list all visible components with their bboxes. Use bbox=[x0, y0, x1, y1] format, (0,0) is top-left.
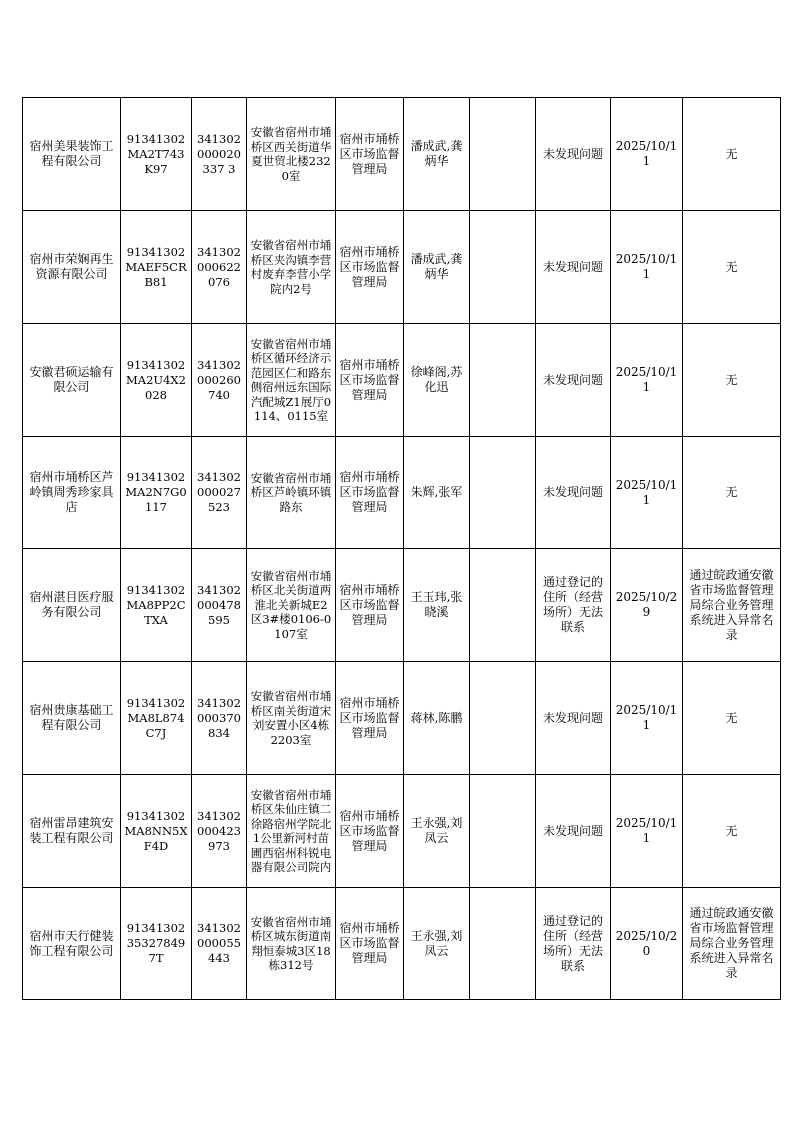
inspection-result: 未发现问题 bbox=[542, 146, 603, 161]
address-cell bbox=[247, 211, 336, 324]
authority-cell bbox=[336, 437, 404, 549]
inspection-result: 通过登记的住所（经营场所）无法联系 bbox=[542, 913, 603, 973]
registration-number-cell bbox=[192, 888, 247, 1000]
registration-number-cell bbox=[192, 98, 247, 211]
table-row bbox=[23, 437, 781, 549]
inspection-result: 未发现问题 bbox=[542, 372, 603, 387]
handling-measure: 无 bbox=[725, 146, 738, 161]
inspectors: 王永强,刘凤云 bbox=[410, 928, 463, 958]
handling-measure-cell bbox=[683, 775, 781, 888]
registration-number: 341302000622076 bbox=[197, 244, 241, 289]
inspection-result-cell bbox=[536, 437, 611, 549]
company-name: 宿州雷昂建筑安装工程有限公司 bbox=[29, 816, 114, 845]
handling-measure-cell bbox=[683, 211, 781, 324]
credit-code: 91341302MA2N7G0117 bbox=[125, 470, 187, 514]
company-name: 宿州市天行健装饰工程有限公司 bbox=[29, 928, 114, 958]
inspectors-cell bbox=[404, 211, 470, 324]
address-cell bbox=[247, 775, 336, 888]
blank-cell-cell bbox=[470, 549, 536, 662]
company-name: 安徽君硕运输有限公司 bbox=[29, 365, 114, 394]
inspection-date: 2025/10/29 bbox=[615, 590, 678, 619]
address: 安徽省宿州市埇桥区北关街道两淮北关新城E2区3#楼0106-0107室 bbox=[250, 568, 332, 641]
credit-code: 91341302MA8PP2CTXA bbox=[126, 582, 186, 627]
inspection-result: 未发现问题 bbox=[542, 710, 603, 725]
authority: 宿州市埇桥区市场监督管理局 bbox=[339, 470, 400, 514]
handling-measure-cell bbox=[683, 549, 781, 662]
table-row bbox=[23, 549, 781, 662]
inspectors: 潘成武,龚炳华 bbox=[410, 252, 463, 281]
address-cell bbox=[247, 549, 336, 662]
handling-measure-cell bbox=[683, 888, 781, 1000]
authority-cell bbox=[336, 549, 404, 662]
authority-cell bbox=[336, 324, 404, 437]
inspectors: 徐峰阁,苏化迅 bbox=[410, 365, 463, 394]
authority-cell bbox=[336, 888, 404, 1000]
table-body bbox=[23, 98, 781, 1000]
inspectors-cell bbox=[404, 437, 470, 549]
credit-code-cell bbox=[121, 549, 192, 662]
inspection-date: 2025/10/11 bbox=[615, 252, 678, 281]
handling-measure: 无 bbox=[725, 259, 738, 274]
credit-code-cell bbox=[121, 775, 192, 888]
inspection-result-cell bbox=[536, 549, 611, 662]
inspectors: 蒋林,陈鹏 bbox=[410, 710, 463, 725]
inspection-result-cell bbox=[536, 662, 611, 775]
inspection-result-cell bbox=[536, 888, 611, 1000]
authority: 宿州市埇桥区市场监督管理局 bbox=[339, 244, 400, 289]
registration-number: 341302000027523 bbox=[197, 470, 241, 514]
table-row bbox=[23, 324, 781, 437]
registration-number: 341302000423973 bbox=[197, 808, 241, 853]
inspection-date: 2025/10/11 bbox=[615, 365, 678, 394]
company-name: 宿州市埇桥区芦岭镇周秀珍家具店 bbox=[29, 470, 114, 514]
registration-number-cell bbox=[192, 324, 247, 437]
authority: 宿州市埇桥区市场监督管理局 bbox=[339, 921, 400, 965]
inspection-date: 2025/10/11 bbox=[615, 703, 678, 732]
authority: 宿州市埇桥区市场监督管理局 bbox=[339, 808, 400, 853]
company-name-cell bbox=[23, 888, 121, 1000]
blank-cell-cell bbox=[470, 775, 536, 888]
company-name: 宿州美果装饰工程有限公司 bbox=[29, 139, 114, 168]
inspection-result: 未发现问题 bbox=[542, 823, 603, 838]
credit-code-cell bbox=[121, 98, 192, 211]
inspection-date-cell bbox=[611, 98, 683, 211]
company-name-cell bbox=[23, 662, 121, 775]
handling-measure: 无 bbox=[725, 710, 738, 725]
blank-cell-cell bbox=[470, 662, 536, 775]
inspection-result-cell bbox=[536, 211, 611, 324]
blank-cell-cell bbox=[470, 98, 536, 211]
company-name: 宿州贵康基础工程有限公司 bbox=[29, 703, 114, 732]
registration-number: 341302000055443 bbox=[197, 921, 241, 965]
inspection-result-cell bbox=[536, 324, 611, 437]
inspection-result: 通过登记的住所（经营场所）无法联系 bbox=[542, 575, 603, 634]
inspection-result-cell bbox=[536, 98, 611, 211]
authority-cell bbox=[336, 775, 404, 888]
credit-code: 91341302MAEF5CRB81 bbox=[125, 244, 187, 289]
inspectors-cell bbox=[404, 549, 470, 662]
inspectors: 朱辉,张军 bbox=[410, 485, 463, 499]
inspection-date-cell bbox=[611, 211, 683, 324]
handling-measure-cell bbox=[683, 662, 781, 775]
company-name-cell bbox=[23, 324, 121, 437]
table-row bbox=[23, 211, 781, 324]
address: 安徽省宿州市埇桥区夹沟镇李营村废弃李营小学院内2号 bbox=[250, 238, 332, 296]
address: 安徽省宿州市埇桥区南关街道宋刘安置小区4栋2203室 bbox=[250, 689, 332, 747]
credit-code-cell bbox=[121, 888, 192, 1000]
credit-code-cell bbox=[121, 437, 192, 549]
handling-measure-cell bbox=[683, 98, 781, 211]
handling-measure-cell bbox=[683, 437, 781, 549]
company-name: 宿州市荣娴再生资源有限公司 bbox=[29, 252, 114, 281]
inspection-result: 未发现问题 bbox=[542, 485, 603, 499]
inspectors: 王永强,刘凤云 bbox=[410, 816, 463, 845]
authority: 宿州市埇桥区市场监督管理局 bbox=[339, 582, 400, 627]
table-row bbox=[23, 662, 781, 775]
address: 安徽省宿州市埇桥区芦岭镇环镇路东 bbox=[250, 470, 332, 514]
handling-measure: 无 bbox=[725, 372, 738, 387]
credit-code: 91341302353278497T bbox=[126, 921, 186, 965]
registration-number: 341302000260740 bbox=[197, 357, 241, 402]
inspection-records-table bbox=[22, 97, 781, 1000]
inspectors-cell bbox=[404, 98, 470, 211]
address-cell bbox=[247, 888, 336, 1000]
company-name: 宿州湛目医疗服务有限公司 bbox=[29, 590, 114, 619]
authority-cell bbox=[336, 211, 404, 324]
address: 安徽省宿州市埇桥区朱仙庄镇二徐路宿州学院北1公里新河村苗圃西宿州科锐电器有限公司院内 bbox=[250, 787, 332, 874]
blank-cell-cell bbox=[470, 437, 536, 549]
inspection-date: 2025/10/11 bbox=[615, 139, 678, 168]
credit-code: 91341302MA8L874C7J bbox=[126, 695, 186, 740]
inspection-result-cell bbox=[536, 775, 611, 888]
registration-number-cell bbox=[192, 662, 247, 775]
address-cell bbox=[247, 662, 336, 775]
inspection-date: 2025/10/11 bbox=[615, 816, 678, 845]
authority: 宿州市埇桥区市场监督管理局 bbox=[339, 357, 400, 402]
address: 安徽省宿州市埇桥区城东街道南翔恒泰城3区18栋312号 bbox=[250, 914, 332, 972]
registration-number-cell bbox=[192, 437, 247, 549]
credit-code-cell bbox=[121, 662, 192, 775]
table-row bbox=[23, 98, 781, 211]
inspection-date-cell bbox=[611, 324, 683, 437]
credit-code: 91341302MA2U4X2028 bbox=[126, 357, 186, 402]
handling-measure: 无 bbox=[725, 823, 738, 838]
registration-number: 341302000370834 bbox=[197, 695, 241, 740]
address: 安徽省宿州市埇桥区西关街道华夏世贸北楼2320室 bbox=[250, 125, 332, 183]
registration-number-cell bbox=[192, 775, 247, 888]
handling-measure: 通过皖政通安徽省市场监督管理局综合业务管理系统进入异常名录 bbox=[689, 906, 774, 980]
table-row bbox=[23, 888, 781, 1000]
credit-code: 91341302MA2T743K97 bbox=[126, 131, 186, 176]
address-cell bbox=[247, 324, 336, 437]
inspection-date-cell bbox=[611, 662, 683, 775]
inspection-date-cell bbox=[611, 775, 683, 888]
inspectors-cell bbox=[404, 324, 470, 437]
inspection-date-cell bbox=[611, 888, 683, 1000]
inspectors: 潘成武,龚炳华 bbox=[410, 139, 463, 168]
company-name-cell bbox=[23, 211, 121, 324]
blank-cell-cell bbox=[470, 888, 536, 1000]
credit-code-cell bbox=[121, 324, 192, 437]
table-row bbox=[23, 775, 781, 888]
inspectors: 王玉玮,张晓溪 bbox=[410, 590, 463, 619]
inspection-date: 2025/10/20 bbox=[615, 928, 678, 958]
authority-cell bbox=[336, 98, 404, 211]
registration-number-cell bbox=[192, 211, 247, 324]
address: 安徽省宿州市埇桥区循环经济示范园区仁和路东侧宿州远东国际汽配城Z1展厅0114、0115室 bbox=[250, 336, 332, 423]
company-name-cell bbox=[23, 549, 121, 662]
registration-number-cell bbox=[192, 549, 247, 662]
inspection-result: 未发现问题 bbox=[542, 259, 603, 274]
blank-cell-cell bbox=[470, 211, 536, 324]
authority: 宿州市埇桥区市场监督管理局 bbox=[339, 131, 400, 176]
address-cell bbox=[247, 98, 336, 211]
credit-code-cell bbox=[121, 211, 192, 324]
inspectors-cell bbox=[404, 662, 470, 775]
handling-measure: 无 bbox=[725, 485, 738, 499]
authority-cell bbox=[336, 662, 404, 775]
inspectors-cell bbox=[404, 775, 470, 888]
inspectors-cell bbox=[404, 888, 470, 1000]
authority: 宿州市埇桥区市场监督管理局 bbox=[339, 695, 400, 740]
blank-cell-cell bbox=[470, 324, 536, 437]
inspection-date-cell bbox=[611, 549, 683, 662]
credit-code: 91341302MA8NN5XF4D bbox=[124, 808, 188, 853]
handling-measure-cell bbox=[683, 324, 781, 437]
company-name-cell bbox=[23, 98, 121, 211]
inspection-date-cell bbox=[611, 437, 683, 549]
company-name-cell bbox=[23, 437, 121, 549]
registration-number: 341302000020337 3 bbox=[197, 131, 241, 176]
company-name-cell bbox=[23, 775, 121, 888]
handling-measure: 通过皖政通安徽省市场监督管理局综合业务管理系统进入异常名录 bbox=[689, 567, 774, 642]
address-cell bbox=[247, 437, 336, 549]
registration-number: 341302000478595 bbox=[197, 582, 241, 627]
inspection-date: 2025/10/11 bbox=[615, 477, 678, 507]
